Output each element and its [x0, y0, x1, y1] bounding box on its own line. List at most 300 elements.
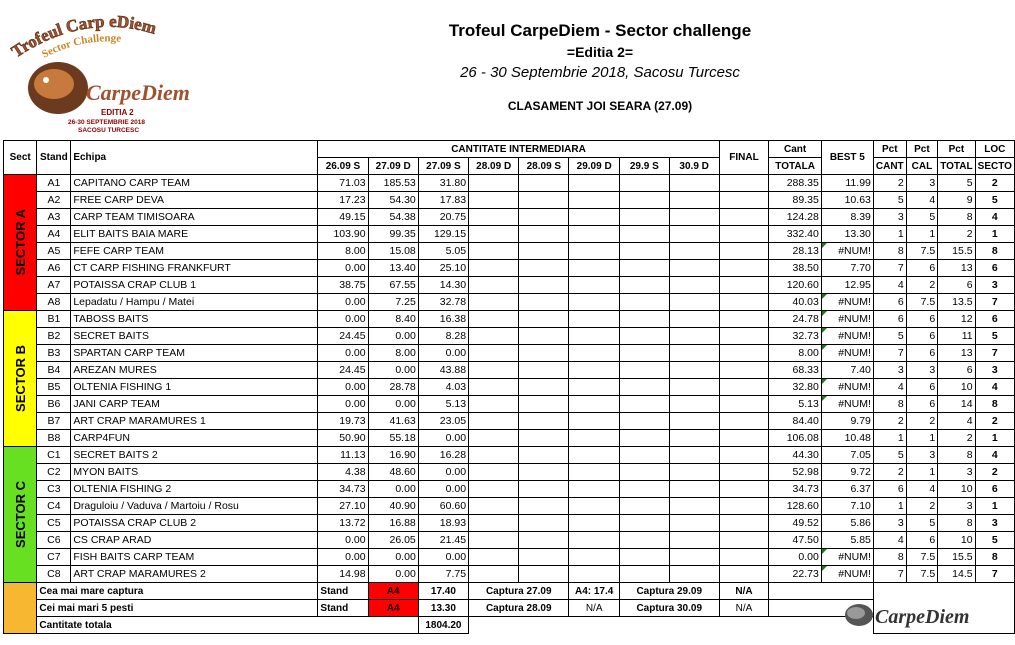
total-cell: 332.40 — [769, 226, 821, 243]
pct-cal-cell: 5 — [906, 209, 938, 226]
day-value-cell: 43.88 — [418, 362, 468, 379]
catch-2909-label: Captura 29.09 — [619, 583, 719, 600]
day-value-cell: 0.00 — [368, 328, 418, 345]
table-row — [4, 294, 1015, 311]
day-value-cell — [669, 464, 719, 481]
table-row — [4, 430, 1015, 447]
catch-2909-value: N/A — [719, 583, 769, 600]
day-value-cell — [469, 362, 519, 379]
day-value-cell: 19.73 — [318, 413, 368, 430]
pct-total-cell: 13.5 — [938, 294, 975, 311]
total-cell: 8.00 — [769, 345, 821, 362]
final-cell — [719, 362, 769, 379]
col-pct-cal: CAL — [906, 158, 938, 175]
best5-cell: 10.63 — [821, 192, 873, 209]
day-value-cell: 0.00 — [318, 294, 368, 311]
day-value-cell: 14.30 — [418, 277, 468, 294]
pct-total-cell: 10 — [938, 532, 975, 549]
day-value-cell: 13.72 — [318, 515, 368, 532]
final-cell — [719, 328, 769, 345]
col-pct-total: TOTAL — [938, 158, 975, 175]
stand-cell: A5 — [37, 243, 71, 260]
sector-label: SECTOR A — [12, 209, 28, 276]
day-value-cell: 17.23 — [318, 192, 368, 209]
day-value-cell — [619, 532, 669, 549]
title-block — [250, 20, 950, 116]
top5-value: 13.30 — [418, 600, 468, 617]
catch-2709-value: A4: 17.4 — [569, 583, 619, 600]
pct-cant-cell: 1 — [873, 430, 906, 447]
table-row — [4, 515, 1015, 532]
stand-cell: A4 — [37, 226, 71, 243]
pct-total-cell: 2 — [938, 226, 975, 243]
day-value-cell — [619, 464, 669, 481]
day-value-cell — [669, 362, 719, 379]
table-row — [4, 345, 1015, 362]
day-value-cell — [569, 464, 619, 481]
day-value-cell — [619, 328, 669, 345]
day-value-cell: 38.75 — [318, 277, 368, 294]
day-value-cell — [469, 345, 519, 362]
final-cell — [719, 566, 769, 583]
pct-total-cell: 3 — [938, 498, 975, 515]
day-value-cell: 0.00 — [318, 379, 368, 396]
team-cell: CS CRAP ARAD — [71, 532, 318, 549]
day-value-cell: 8.28 — [418, 328, 468, 345]
pct-cant-cell: 8 — [873, 396, 906, 413]
best5-cell: 9.79 — [821, 413, 873, 430]
day-value-cell — [569, 379, 619, 396]
pct-cal-cell: 6 — [906, 396, 938, 413]
best5-cell: 7.05 — [821, 447, 873, 464]
pct-total-cell: 11 — [938, 328, 975, 345]
day-value-cell — [619, 226, 669, 243]
day-value-cell — [469, 481, 519, 498]
day-value-cell — [569, 345, 619, 362]
total-cell: 38.50 — [769, 260, 821, 277]
table-row — [4, 243, 1015, 260]
day-value-cell — [569, 481, 619, 498]
team-cell: FREE CARP DEVA — [71, 192, 318, 209]
table-row — [4, 379, 1015, 396]
day-value-cell — [569, 192, 619, 209]
stand-cell: B3 — [37, 345, 71, 362]
col-pct-cal-top: Pct — [906, 141, 938, 158]
sector-rank-cell: 6 — [975, 481, 1014, 498]
day-value-cell: 16.88 — [368, 515, 418, 532]
pct-cant-cell: 3 — [873, 362, 906, 379]
day-value-cell — [519, 345, 569, 362]
day-value-cell: 15.08 — [368, 243, 418, 260]
day-value-cell — [669, 260, 719, 277]
total-cell: 40.03 — [769, 294, 821, 311]
day-value-cell: 4.38 — [318, 464, 368, 481]
col-day: 27.09 S — [418, 158, 468, 175]
final-cell — [719, 430, 769, 447]
col-final: FINAL — [719, 141, 769, 175]
day-value-cell — [469, 413, 519, 430]
day-value-cell — [519, 260, 569, 277]
team-cell: SECRET BAITS — [71, 328, 318, 345]
sector-rank-cell: 1 — [975, 498, 1014, 515]
day-value-cell — [669, 192, 719, 209]
day-value-cell — [519, 294, 569, 311]
sector-rank-cell: 4 — [975, 209, 1014, 226]
table-row — [4, 498, 1015, 515]
sector-rank-cell: 3 — [975, 277, 1014, 294]
best5-cell: 7.10 — [821, 498, 873, 515]
team-cell: ELIT BAITS BAIA MARE — [71, 226, 318, 243]
col-stand: Stand — [37, 141, 71, 175]
final-cell — [719, 498, 769, 515]
pct-cal-cell: 6 — [906, 260, 938, 277]
day-value-cell: 0.00 — [368, 396, 418, 413]
day-value-cell: 54.30 — [368, 192, 418, 209]
sector-rank-cell: 2 — [975, 464, 1014, 481]
best5-cell: 7.40 — [821, 362, 873, 379]
day-value-cell — [569, 277, 619, 294]
best5-cell: 11.99 — [821, 175, 873, 192]
day-value-cell — [669, 413, 719, 430]
pct-cal-cell: 7.5 — [906, 549, 938, 566]
sector-rank-cell: 5 — [975, 192, 1014, 209]
day-value-cell — [619, 209, 669, 226]
pct-cant-cell: 2 — [873, 413, 906, 430]
day-value-cell — [469, 549, 519, 566]
day-value-cell — [519, 192, 569, 209]
team-cell: OLTENIA FISHING 1 — [71, 379, 318, 396]
stand-cell: A2 — [37, 192, 71, 209]
day-value-cell — [669, 566, 719, 583]
largest-catch-stand-label: Stand — [318, 583, 368, 600]
ranking-subtitle: CLASAMENT JOI SEARA (27.09) — [507, 99, 693, 113]
day-value-cell: 41.63 — [368, 413, 418, 430]
team-cell: OLTENIA FISHING 2 — [71, 481, 318, 498]
final-cell — [719, 379, 769, 396]
day-value-cell — [569, 294, 619, 311]
day-value-cell: 14.98 — [318, 566, 368, 583]
day-value-cell — [469, 396, 519, 413]
day-value-cell: 25.10 — [418, 260, 468, 277]
team-cell: SECRET BAITS 2 — [71, 447, 318, 464]
final-cell — [719, 192, 769, 209]
day-value-cell: 13.40 — [368, 260, 418, 277]
day-value-cell: 0.00 — [418, 345, 468, 362]
day-value-cell — [469, 311, 519, 328]
col-pct-cant: CANT — [873, 158, 906, 175]
day-value-cell — [519, 481, 569, 498]
pct-total-cell: 10 — [938, 481, 975, 498]
header-row-1 — [4, 141, 1015, 158]
stand-cell: B6 — [37, 396, 71, 413]
day-value-cell — [469, 175, 519, 192]
day-value-cell — [569, 430, 619, 447]
total-cell: 32.80 — [769, 379, 821, 396]
day-value-cell — [469, 192, 519, 209]
day-value-cell — [469, 464, 519, 481]
pct-cant-cell: 4 — [873, 532, 906, 549]
stand-cell: B1 — [37, 311, 71, 328]
day-value-cell — [669, 396, 719, 413]
day-value-cell: 24.45 — [318, 328, 368, 345]
largest-catch-value: 17.40 — [418, 583, 468, 600]
pct-cal-cell: 2 — [906, 277, 938, 294]
final-cell — [719, 243, 769, 260]
table-row — [4, 396, 1015, 413]
best5-cell: 13.30 — [821, 226, 873, 243]
pct-cal-cell: 1 — [906, 226, 938, 243]
day-value-cell — [469, 566, 519, 583]
pct-cal-cell: 2 — [906, 498, 938, 515]
total-cell: 89.35 — [769, 192, 821, 209]
day-value-cell — [669, 175, 719, 192]
final-cell — [719, 311, 769, 328]
best5-cell: #NUM! — [821, 243, 873, 260]
day-value-cell — [519, 447, 569, 464]
day-value-cell: 4.03 — [418, 379, 468, 396]
day-value-cell — [469, 515, 519, 532]
col-day: 28.09 S — [519, 158, 569, 175]
sector-rank-cell: 3 — [975, 362, 1014, 379]
day-value-cell — [619, 396, 669, 413]
table-row — [4, 549, 1015, 566]
pct-cal-cell: 6 — [906, 379, 938, 396]
total-cell: 24.78 — [769, 311, 821, 328]
svg-text:SACOSU TURCESC: SACOSU TURCESC — [78, 127, 140, 134]
best5-cell: 9.72 — [821, 464, 873, 481]
page-title: Trofeul CarpeDiem - Sector challenge — [448, 21, 752, 40]
day-value-cell — [469, 532, 519, 549]
pct-cant-cell: 4 — [873, 277, 906, 294]
col-loc-secto: SECTO — [975, 158, 1014, 175]
stand-cell: A8 — [37, 294, 71, 311]
day-value-cell: 50.90 — [318, 430, 368, 447]
total-cell: 32.73 — [769, 328, 821, 345]
day-value-cell: 23.05 — [418, 413, 468, 430]
sector-rank-cell: 8 — [975, 396, 1014, 413]
day-value-cell — [469, 277, 519, 294]
team-cell: JANI CARP TEAM — [71, 396, 318, 413]
table-row — [4, 277, 1015, 294]
day-value-cell: 0.00 — [318, 532, 368, 549]
day-value-cell: 16.38 — [418, 311, 468, 328]
best5-cell: #NUM! — [821, 549, 873, 566]
pct-cant-cell: 5 — [873, 328, 906, 345]
top5-stand: A4 — [368, 600, 418, 617]
final-cell — [719, 413, 769, 430]
pct-total-cell: 14 — [938, 396, 975, 413]
day-value-cell: 0.00 — [418, 430, 468, 447]
sector-label-cell — [4, 311, 37, 447]
pct-total-cell: 10 — [938, 379, 975, 396]
table-row — [4, 226, 1015, 243]
table-row — [4, 328, 1015, 345]
pct-cant-cell: 7 — [873, 260, 906, 277]
day-value-cell: 26.05 — [368, 532, 418, 549]
final-cell — [719, 209, 769, 226]
svg-text:EDITIA 2: EDITIA 2 — [101, 108, 134, 117]
table-row — [4, 532, 1015, 549]
day-value-cell — [669, 549, 719, 566]
day-value-cell — [569, 175, 619, 192]
day-value-cell — [669, 243, 719, 260]
day-value-cell: 0.00 — [318, 549, 368, 566]
col-echipa: Echipa — [71, 141, 318, 175]
pct-cal-cell: 7.5 — [906, 566, 938, 583]
stand-cell: C1 — [37, 447, 71, 464]
day-value-cell — [519, 515, 569, 532]
table-row — [4, 175, 1015, 192]
best5-cell: #NUM! — [821, 311, 873, 328]
col-sect: Sect — [4, 141, 37, 175]
pct-total-cell: 4 — [938, 413, 975, 430]
day-value-cell — [669, 328, 719, 345]
col-day: 28.09 D — [469, 158, 519, 175]
pct-cant-cell: 1 — [873, 226, 906, 243]
pct-cant-cell: 6 — [873, 294, 906, 311]
best5-cell: 8.39 — [821, 209, 873, 226]
pct-cal-cell: 7.5 — [906, 243, 938, 260]
team-cell: CARP4FUN — [71, 430, 318, 447]
day-value-cell — [619, 430, 669, 447]
carpediem-footer-logo — [815, 589, 1010, 641]
best5-cell: #NUM! — [821, 396, 873, 413]
total-cell: 0.00 — [769, 549, 821, 566]
col-day: 29.9 S — [619, 158, 669, 175]
pct-total-cell: 12 — [938, 311, 975, 328]
day-value-cell: 28.78 — [368, 379, 418, 396]
day-value-cell: 7.75 — [418, 566, 468, 583]
col-day: 30.9 D — [669, 158, 719, 175]
day-value-cell — [569, 549, 619, 566]
pct-cant-cell: 7 — [873, 345, 906, 362]
pct-total-cell: 8 — [938, 515, 975, 532]
best5-cell: 7.70 — [821, 260, 873, 277]
sector-label-cell — [4, 175, 37, 311]
table-row — [4, 209, 1015, 226]
sector-rank-cell: 6 — [975, 311, 1014, 328]
sector-rank-cell: 3 — [975, 515, 1014, 532]
stand-cell: C2 — [37, 464, 71, 481]
col-day: 27.09 D — [368, 158, 418, 175]
pct-cal-cell: 4 — [906, 192, 938, 209]
day-value-cell — [619, 192, 669, 209]
day-value-cell — [619, 175, 669, 192]
col-day: 26.09 S — [318, 158, 368, 175]
pct-cant-cell: 7 — [873, 566, 906, 583]
total-quantity-label: Cantitate totala — [37, 617, 418, 634]
stand-cell: B8 — [37, 430, 71, 447]
pct-cant-cell: 4 — [873, 379, 906, 396]
sector-label-cell — [4, 447, 37, 583]
sector-rank-cell: 2 — [975, 413, 1014, 430]
day-value-cell — [669, 481, 719, 498]
day-value-cell: 17.83 — [418, 192, 468, 209]
day-value-cell — [519, 175, 569, 192]
day-value-cell — [619, 515, 669, 532]
final-cell — [719, 549, 769, 566]
day-value-cell: 24.45 — [318, 362, 368, 379]
day-value-cell: 16.90 — [368, 447, 418, 464]
best5-cell: #NUM! — [821, 294, 873, 311]
day-value-cell — [569, 532, 619, 549]
team-cell: FEFE CARP TEAM — [71, 243, 318, 260]
catch-2809-value: N/A — [569, 600, 619, 617]
day-value-cell — [669, 311, 719, 328]
day-value-cell — [569, 226, 619, 243]
pct-cant-cell: 8 — [873, 549, 906, 566]
total-quantity-value: 1804.20 — [418, 617, 468, 634]
event-dates: 26 - 30 Septembrie 2018, Sacosu Turcesc — [460, 64, 740, 81]
day-value-cell — [619, 549, 669, 566]
final-cell — [719, 294, 769, 311]
day-value-cell — [619, 498, 669, 515]
summary-blank — [469, 617, 874, 634]
pct-cal-cell: 6 — [906, 328, 938, 345]
final-cell — [719, 532, 769, 549]
day-value-cell — [469, 294, 519, 311]
sector-rank-cell: 7 — [975, 294, 1014, 311]
day-value-cell: 0.00 — [368, 362, 418, 379]
day-value-cell: 0.00 — [318, 345, 368, 362]
table-row — [4, 192, 1015, 209]
day-value-cell — [669, 447, 719, 464]
day-value-cell — [619, 447, 669, 464]
svg-text:Sector Challenge: Sector Challenge — [39, 32, 122, 61]
stand-cell: A7 — [37, 277, 71, 294]
final-cell — [719, 226, 769, 243]
table-row — [4, 311, 1015, 328]
team-cell: FISH BAITS CARP TEAM — [71, 549, 318, 566]
day-value-cell — [469, 430, 519, 447]
total-cell: 49.52 — [769, 515, 821, 532]
sector-rank-cell: 7 — [975, 345, 1014, 362]
day-value-cell: 99.35 — [368, 226, 418, 243]
pct-total-cell: 8 — [938, 209, 975, 226]
top5-stand-label: Stand — [318, 600, 368, 617]
col-cant: Cant — [769, 141, 821, 158]
catch-2709-label: Captura 27.09 — [469, 583, 569, 600]
pct-total-cell: 3 — [938, 464, 975, 481]
team-cell: MYON BAITS — [71, 464, 318, 481]
day-value-cell: 0.00 — [418, 481, 468, 498]
day-value-cell — [469, 243, 519, 260]
day-value-cell — [669, 209, 719, 226]
day-value-cell: 32.78 — [418, 294, 468, 311]
day-value-cell: 0.00 — [368, 549, 418, 566]
day-value-cell — [519, 243, 569, 260]
team-cell: ART CRAP MARAMURES 1 — [71, 413, 318, 430]
pct-cal-cell: 3 — [906, 175, 938, 192]
day-value-cell — [619, 566, 669, 583]
sector-rank-cell: 2 — [975, 175, 1014, 192]
team-cell: CAPITANO CARP TEAM — [71, 175, 318, 192]
sector-rank-cell: 8 — [975, 549, 1014, 566]
col-pct-total-top: Pct — [938, 141, 975, 158]
day-value-cell — [669, 498, 719, 515]
col-cant-totala: TOTALA — [769, 158, 821, 175]
team-cell: POTAISSA CRAP CLUB 1 — [71, 277, 318, 294]
day-value-cell — [519, 328, 569, 345]
day-value-cell — [519, 549, 569, 566]
sector-rank-cell: 8 — [975, 243, 1014, 260]
pct-cant-cell: 3 — [873, 515, 906, 532]
pct-cal-cell: 6 — [906, 532, 938, 549]
final-cell — [719, 260, 769, 277]
day-value-cell: 34.73 — [318, 481, 368, 498]
day-value-cell — [469, 447, 519, 464]
table-row — [4, 447, 1015, 464]
